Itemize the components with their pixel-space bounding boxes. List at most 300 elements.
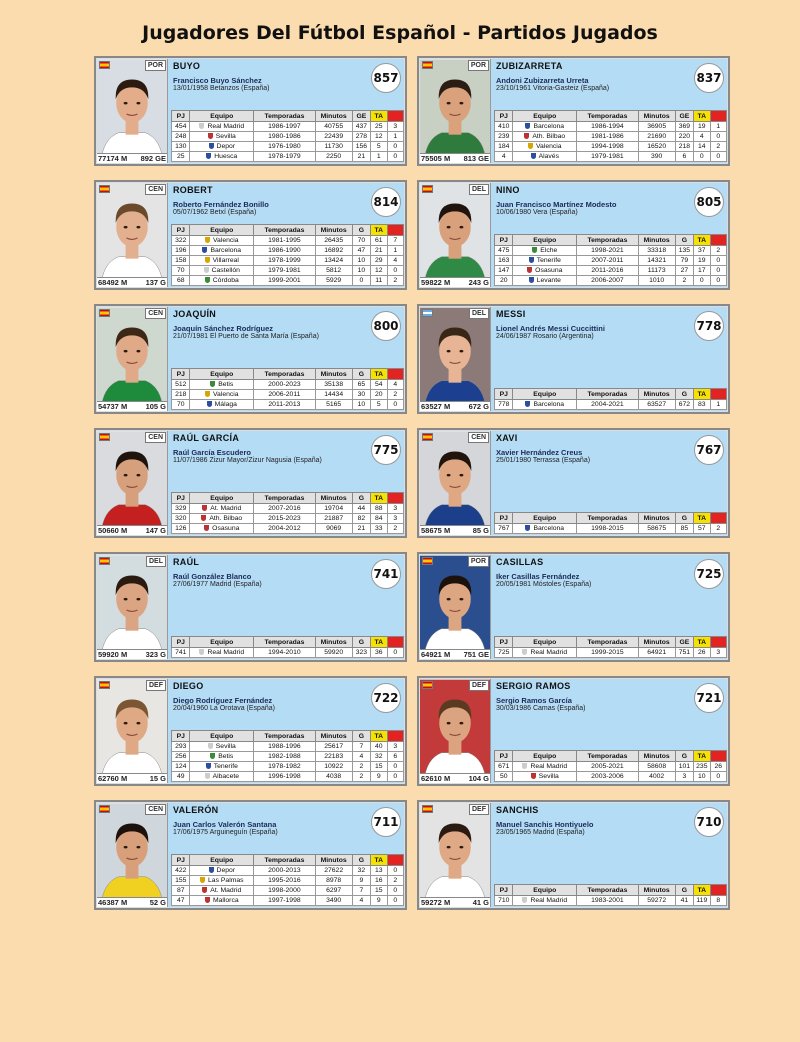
- club-crest-icon: [525, 401, 530, 407]
- table-row: [172, 152, 404, 162]
- table-cell: 163: [495, 256, 513, 266]
- table-cell: 65: [352, 380, 370, 390]
- total-minutes: 63527 M: [421, 402, 451, 411]
- column-header: Equipo: [513, 235, 577, 246]
- position-badge: CEN: [468, 432, 489, 443]
- player-portrait: [97, 307, 167, 411]
- table-cell: 3: [387, 742, 403, 752]
- matches-played-total: 837: [694, 63, 724, 93]
- table-cell: 239: [495, 132, 513, 142]
- player-photo: [420, 431, 491, 535]
- table-header-row: [495, 389, 727, 400]
- matches-played-total: 722: [371, 683, 401, 713]
- column-header: TA: [694, 751, 710, 762]
- table-header-row: [172, 369, 404, 380]
- table-row: [495, 648, 727, 658]
- table-cell: [190, 752, 254, 762]
- player-photo: [97, 555, 168, 659]
- total-goals: 243 G: [468, 278, 489, 287]
- table-cell: 2007-2011: [577, 256, 639, 266]
- table-cell: 27: [675, 266, 693, 276]
- table-cell: 0: [387, 400, 403, 410]
- table-cell: [190, 256, 254, 266]
- player-portrait: [97, 431, 167, 535]
- table-cell: 2000-2013: [254, 866, 316, 876]
- column-header: TA: [371, 493, 387, 504]
- player-card: [417, 676, 730, 786]
- club-name: Valencia: [536, 143, 562, 150]
- column-header: G: [352, 493, 370, 504]
- table-header-row: [495, 885, 727, 896]
- player-full-name: Raúl García Escudero: [173, 448, 251, 457]
- club-crest-icon: [207, 401, 212, 407]
- table-row: [495, 524, 727, 534]
- column-header: Minutos: [638, 637, 675, 648]
- player-full-name: Diego Rodríguez Fernández: [173, 696, 273, 705]
- total-goals: 41 G: [472, 898, 489, 907]
- table-cell: 323: [352, 648, 370, 658]
- table-header-row: [172, 225, 404, 236]
- table-cell: [513, 152, 577, 162]
- table-row: [495, 132, 727, 142]
- table-row: [495, 896, 727, 906]
- player-full-name: Andoni Zubizarreta Urreta: [496, 76, 589, 85]
- table-cell: 0: [694, 276, 710, 286]
- player-full-name: Manuel Sanchis Hontiyuelo: [496, 820, 594, 829]
- column-header: Equipo: [190, 855, 254, 866]
- table-cell: 1979-1981: [254, 266, 316, 276]
- table-cell: 25: [371, 122, 387, 132]
- table-cell: 0: [710, 772, 726, 782]
- table-cell: 0: [387, 152, 403, 162]
- column-header: Minutos: [315, 493, 352, 504]
- photo-stats-strip: [97, 153, 167, 163]
- table-cell: 25: [172, 152, 190, 162]
- club-crest-icon: [204, 525, 209, 531]
- total-minutes: 59920 M: [98, 650, 128, 659]
- table-cell: 12: [371, 266, 387, 276]
- table-cell: [190, 896, 254, 906]
- column-header: Temporadas: [254, 111, 316, 122]
- player-portrait: [97, 803, 167, 907]
- club-crest-icon: [529, 277, 534, 283]
- table-cell: [190, 142, 254, 152]
- player-birth-info: 17/06/1975 Arguineguín (España): [173, 829, 278, 836]
- player-name: JOAQUÍN: [173, 309, 217, 319]
- table-cell: 1999-2015: [577, 648, 639, 658]
- column-header: Temporadas: [254, 493, 316, 504]
- club-crest-icon: [527, 267, 532, 273]
- club-name: Ath. Bilbao: [209, 515, 243, 522]
- table-cell: 741: [172, 648, 190, 658]
- player-name: BUYO: [173, 61, 201, 71]
- column-header: G: [675, 389, 693, 400]
- photo-stats-strip: [97, 277, 167, 287]
- column-header: PJ: [172, 493, 190, 504]
- column-header: TA: [694, 389, 710, 400]
- career-stats-table: [171, 854, 404, 906]
- table-cell: 2: [387, 524, 403, 534]
- table-cell: 49: [172, 772, 190, 782]
- column-header: PJ: [495, 111, 513, 122]
- player-name: MESSI: [496, 309, 526, 319]
- club-name: Barcelona: [533, 401, 565, 408]
- column-header: Equipo: [513, 389, 577, 400]
- column-header: Equipo: [190, 369, 254, 380]
- table-cell: 70: [172, 400, 190, 410]
- player-birth-info: 24/06/1987 Rosario (Argentina): [496, 333, 594, 340]
- club-crest-icon: [205, 897, 210, 903]
- table-row: [172, 742, 404, 752]
- position-badge: DEL: [146, 556, 166, 567]
- column-header: Temporadas: [577, 637, 639, 648]
- table-cell: 218: [172, 390, 190, 400]
- table-cell: 1998-2015: [577, 524, 639, 534]
- table-cell: 5929: [315, 276, 352, 286]
- player-name: ZUBIZARRETA: [496, 61, 563, 71]
- column-header: Temporadas: [254, 855, 316, 866]
- column-header: TA: [371, 111, 387, 122]
- player-birth-info: 20/04/1960 La Orotava (España): [173, 705, 275, 712]
- table-cell: 235: [694, 762, 710, 772]
- table-cell: [190, 504, 254, 514]
- column-header: TR: [387, 493, 403, 504]
- column-header: G: [352, 855, 370, 866]
- table-cell: [513, 762, 577, 772]
- player-birth-info: 13/01/1958 Betanzos (España): [173, 85, 270, 92]
- player-full-name: Joaquín Sánchez Rodríguez: [173, 324, 274, 333]
- table-cell: 1010: [638, 276, 675, 286]
- table-row: [495, 256, 727, 266]
- table-cell: 1980-1986: [254, 132, 316, 142]
- career-stats-table: [494, 884, 727, 906]
- column-header: Temporadas: [577, 235, 639, 246]
- table-row: [172, 648, 404, 658]
- table-cell: 1981-1995: [254, 236, 316, 246]
- total-minutes: 59272 M: [421, 898, 451, 907]
- table-cell: 2007-2016: [254, 504, 316, 514]
- club-crest-icon: [199, 649, 204, 655]
- club-crest-icon: [522, 763, 527, 769]
- club-name: Barcelona: [210, 247, 242, 254]
- player-portrait: [97, 555, 167, 659]
- country-flag-icon: [99, 681, 110, 689]
- table-cell: 0: [387, 896, 403, 906]
- player-name: DIEGO: [173, 681, 204, 691]
- table-row: [172, 896, 404, 906]
- player-birth-info: 20/05/1981 Móstoles (España): [496, 581, 592, 588]
- table-cell: [190, 866, 254, 876]
- club-crest-icon: [208, 133, 213, 139]
- total-goals: 751 GE: [463, 650, 489, 659]
- table-cell: 32: [371, 752, 387, 762]
- table-cell: 278: [352, 132, 370, 142]
- table-cell: 5: [371, 142, 387, 152]
- table-cell: 2: [675, 276, 693, 286]
- position-badge: POR: [468, 556, 489, 567]
- table-cell: 84: [371, 514, 387, 524]
- table-cell: 454: [172, 122, 190, 132]
- club-name: Castellón: [211, 267, 240, 274]
- table-cell: 2: [710, 246, 726, 256]
- table-cell: 184: [495, 142, 513, 152]
- table-row: [172, 524, 404, 534]
- table-row: [172, 236, 404, 246]
- club-crest-icon: [205, 773, 210, 779]
- total-minutes: 50660 M: [98, 526, 128, 535]
- club-crest-icon: [209, 867, 214, 873]
- table-cell: 1994-1998: [577, 142, 639, 152]
- club-name: Mallorca: [212, 897, 239, 904]
- club-name: Real Madrid: [530, 897, 568, 904]
- country-flag-icon: [422, 557, 433, 565]
- table-cell: 3: [387, 122, 403, 132]
- club-crest-icon: [531, 773, 536, 779]
- column-header: Temporadas: [577, 885, 639, 896]
- player-photo: [97, 431, 168, 535]
- table-cell: 1: [387, 246, 403, 256]
- player-photo: [97, 679, 168, 783]
- table-cell: [513, 896, 577, 906]
- column-header: Minutos: [315, 369, 352, 380]
- table-cell: 14434: [315, 390, 352, 400]
- club-crest-icon: [532, 247, 537, 253]
- photo-stats-strip: [420, 401, 490, 411]
- table-cell: [513, 524, 577, 534]
- table-cell: 8: [710, 896, 726, 906]
- column-header: TR: [710, 235, 726, 246]
- table-cell: [190, 380, 254, 390]
- player-birth-info: 30/03/1986 Camas (España): [496, 705, 586, 712]
- table-cell: 147: [495, 266, 513, 276]
- column-header: Temporadas: [254, 225, 316, 236]
- player-birth-info: 05/07/1962 Betxí (España): [173, 209, 257, 216]
- column-header: Equipo: [190, 493, 254, 504]
- table-cell: 58608: [638, 762, 675, 772]
- table-cell: 4038: [315, 772, 352, 782]
- column-header: PJ: [172, 225, 190, 236]
- total-goals: 892 GE: [140, 154, 166, 163]
- table-cell: [513, 276, 577, 286]
- table-cell: 79: [675, 256, 693, 266]
- table-row: [172, 390, 404, 400]
- club-name: Real Madrid: [530, 649, 568, 656]
- total-minutes: 68492 M: [98, 278, 128, 287]
- table-cell: 9: [352, 876, 370, 886]
- table-cell: [190, 742, 254, 752]
- column-header: Minutos: [638, 235, 675, 246]
- column-header: PJ: [172, 111, 190, 122]
- matches-played-total: 725: [694, 559, 724, 589]
- total-goals: 105 G: [145, 402, 166, 411]
- country-flag-icon: [422, 681, 433, 689]
- career-stats-table: [494, 388, 727, 410]
- table-header-row: [172, 731, 404, 742]
- table-cell: 1998-2000: [254, 886, 316, 896]
- country-flag-icon: [99, 805, 110, 813]
- table-cell: 778: [495, 400, 513, 410]
- matches-played-total: 857: [371, 63, 401, 93]
- table-cell: 68: [172, 276, 190, 286]
- table-header-row: [495, 513, 727, 524]
- table-cell: 390: [638, 152, 675, 162]
- career-stats-table: [171, 492, 404, 534]
- table-cell: 88: [371, 504, 387, 514]
- table-cell: 0: [387, 648, 403, 658]
- table-cell: 5812: [315, 266, 352, 276]
- table-row: [495, 762, 727, 772]
- table-row: [172, 246, 404, 256]
- table-cell: 1: [710, 122, 726, 132]
- table-cell: 119: [694, 896, 710, 906]
- column-header: Equipo: [513, 885, 577, 896]
- table-cell: 63527: [638, 400, 675, 410]
- column-header: G: [352, 369, 370, 380]
- player-portrait: [97, 679, 167, 783]
- table-row: [172, 752, 404, 762]
- table-cell: 57: [694, 524, 710, 534]
- career-stats-table: [171, 730, 404, 782]
- table-cell: [190, 132, 254, 142]
- club-name: Valencia: [213, 237, 239, 244]
- table-row: [495, 246, 727, 256]
- table-cell: 248: [172, 132, 190, 142]
- table-cell: 1986-1997: [254, 122, 316, 132]
- column-header: G: [352, 637, 370, 648]
- table-cell: 2005-2021: [577, 762, 639, 772]
- player-card: [94, 428, 407, 538]
- table-cell: 16: [371, 876, 387, 886]
- column-header: Minutos: [638, 111, 675, 122]
- table-cell: 4: [387, 380, 403, 390]
- table-cell: 3: [387, 504, 403, 514]
- club-name: Betis: [218, 381, 234, 388]
- table-cell: 322: [172, 236, 190, 246]
- total-goals: 323 G: [145, 650, 166, 659]
- table-cell: 11730: [315, 142, 352, 152]
- column-header: Minutos: [315, 225, 352, 236]
- table-cell: 1986-1994: [577, 122, 639, 132]
- table-cell: 1982-1988: [254, 752, 316, 762]
- player-full-name: Iker Casillas Fernández: [496, 572, 580, 581]
- column-header: PJ: [172, 731, 190, 742]
- table-cell: 5165: [315, 400, 352, 410]
- country-flag-icon: [422, 185, 433, 193]
- player-name: NINO: [496, 185, 520, 195]
- table-cell: 1978-1982: [254, 762, 316, 772]
- club-name: Albacete: [212, 773, 240, 780]
- total-minutes: 59822 M: [421, 278, 451, 287]
- column-header: Temporadas: [254, 637, 316, 648]
- table-cell: 37: [694, 246, 710, 256]
- player-photo: [420, 307, 491, 411]
- matches-played-total: 741: [371, 559, 401, 589]
- column-header: TR: [710, 751, 726, 762]
- column-header: GE: [352, 111, 370, 122]
- position-badge: DEF: [469, 804, 489, 815]
- player-name: SERGIO RAMOS: [496, 681, 571, 691]
- table-cell: 26: [710, 762, 726, 772]
- table-cell: 126: [172, 524, 190, 534]
- table-cell: 26: [694, 648, 710, 658]
- table-cell: 1983-2001: [577, 896, 639, 906]
- table-cell: 2000-2023: [254, 380, 316, 390]
- player-portrait: [97, 183, 167, 287]
- table-row: [172, 886, 404, 896]
- career-stats-table: [171, 368, 404, 410]
- table-cell: 2004-2021: [577, 400, 639, 410]
- total-minutes: 62760 M: [98, 774, 128, 783]
- table-cell: 10922: [315, 762, 352, 772]
- table-cell: 2003-2006: [577, 772, 639, 782]
- player-birth-info: 23/05/1965 Madrid (España): [496, 829, 585, 836]
- table-cell: 33318: [638, 246, 675, 256]
- club-name: Tenerife: [536, 257, 561, 264]
- table-cell: 1979-1981: [577, 152, 639, 162]
- table-cell: 11173: [638, 266, 675, 276]
- player-photo: [97, 59, 168, 163]
- matches-played-total: 814: [371, 187, 401, 217]
- table-cell: [513, 256, 577, 266]
- table-cell: 2: [387, 876, 403, 886]
- column-header: TA: [371, 855, 387, 866]
- table-cell: 40755: [315, 122, 352, 132]
- table-cell: 29: [371, 256, 387, 266]
- table-row: [172, 142, 404, 152]
- position-badge: DEF: [146, 680, 166, 691]
- table-cell: 54: [371, 380, 387, 390]
- club-crest-icon: [202, 505, 207, 511]
- column-header: G: [352, 225, 370, 236]
- club-crest-icon: [209, 143, 214, 149]
- table-row: [495, 152, 727, 162]
- club-name: Betis: [218, 753, 234, 760]
- table-cell: 0: [710, 152, 726, 162]
- page-title: Jugadores Del Fútbol Español - Partidos Jugados: [142, 22, 658, 44]
- position-badge: DEF: [469, 680, 489, 691]
- table-cell: 70: [352, 236, 370, 246]
- player-name: XAVI: [496, 433, 518, 443]
- player-photo: [420, 555, 491, 659]
- table-cell: 410: [495, 122, 513, 132]
- table-cell: 672: [675, 400, 693, 410]
- matches-played-total: 800: [371, 311, 401, 341]
- table-cell: 21: [371, 246, 387, 256]
- club-crest-icon: [522, 649, 527, 655]
- player-card: [94, 304, 407, 414]
- table-cell: 1994-2010: [254, 648, 316, 658]
- club-name: Las Palmas: [208, 877, 244, 884]
- table-header-row: [172, 493, 404, 504]
- table-cell: 512: [172, 380, 190, 390]
- club-crest-icon: [200, 877, 205, 883]
- club-crest-icon: [524, 133, 529, 139]
- table-cell: 21887: [315, 514, 352, 524]
- club-name: Sevilla: [215, 133, 236, 140]
- table-cell: [190, 236, 254, 246]
- player-card: [417, 800, 730, 910]
- table-row: [495, 276, 727, 286]
- table-cell: 19: [694, 256, 710, 266]
- club-crest-icon: [202, 887, 207, 893]
- column-header: G: [675, 885, 693, 896]
- table-cell: 2006-2007: [577, 276, 639, 286]
- club-name: Depor: [216, 867, 236, 874]
- club-name: Ath. Bilbao: [532, 133, 566, 140]
- column-header: GE: [675, 637, 693, 648]
- player-photo: [97, 803, 168, 907]
- career-stats-table: [171, 110, 404, 162]
